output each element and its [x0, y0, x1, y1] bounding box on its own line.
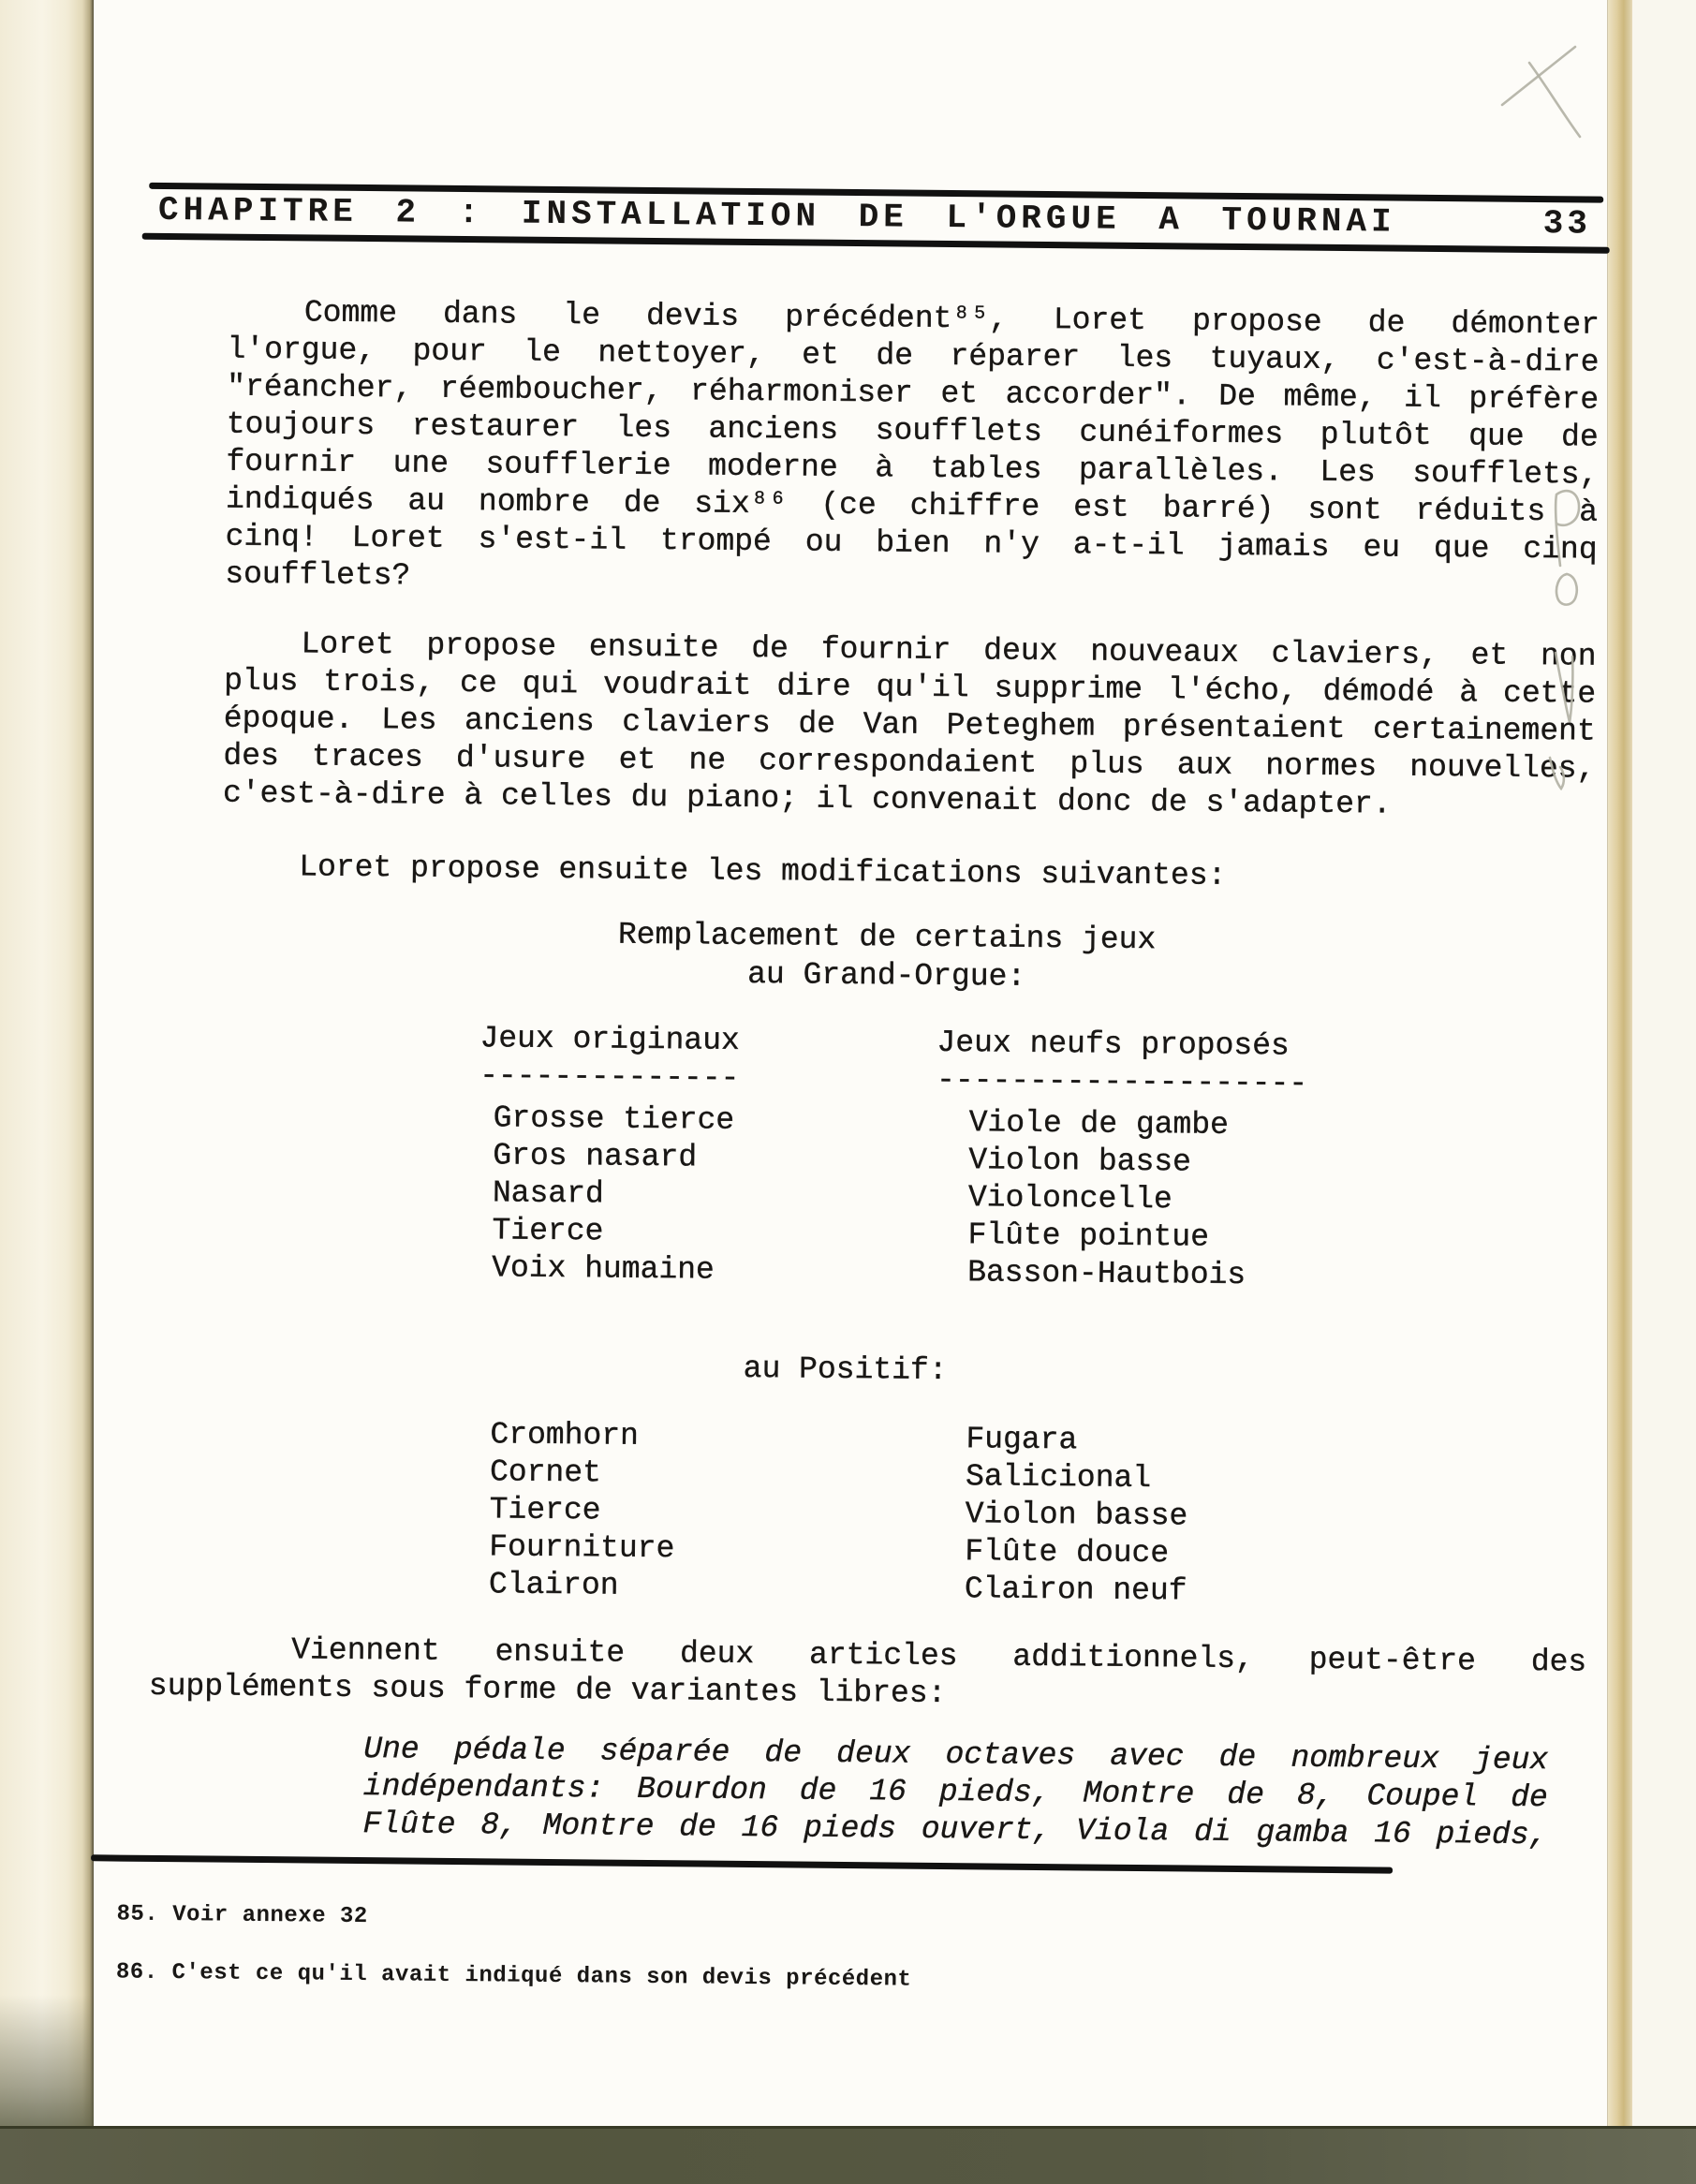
text-line: fournir une soufflerie moderne à tables parallèles. Les soufflets, — [226, 444, 1599, 493]
stop-original: Cromhorn — [490, 1417, 640, 1454]
stop-proposed: Fugara — [966, 1422, 1078, 1458]
text-line: soufflets? — [225, 556, 411, 594]
text-line: Une pédale séparée de deux octaves avec de nombreux jeux — [363, 1732, 1549, 1778]
stop-proposed: Basson-Hautbois — [966, 1255, 1246, 1293]
stop-original: Fourniture — [489, 1529, 675, 1567]
pencil-o-mark — [1556, 574, 1577, 605]
column-rule-proposed: -------------------- — [936, 1062, 1308, 1101]
chapter-heading: CHAPITRE 2 : INSTALLATION DE L'ORGUE A TOURNAI — [157, 190, 1396, 242]
stop-original: Grosse tierce — [493, 1100, 735, 1138]
text-line: c'est-à-dire à celles du piano; il convenait donc de s'adapter. — [222, 775, 1392, 822]
scan-bottom-bar — [0, 2126, 1696, 2184]
stop-original: Voix humaine — [492, 1250, 715, 1288]
stop-proposed: Viole de gambe — [968, 1105, 1230, 1143]
text-line: Comme dans le devis précédent⁸⁵, Loret propose de démonter — [303, 295, 1600, 343]
stop-proposed: Salicional — [965, 1459, 1152, 1497]
text-line: indépendants: Bourdon de 16 pieds, Montre de 8, Coupel de — [362, 1769, 1548, 1816]
stop-original: Gros nasard — [493, 1138, 698, 1175]
stop-original: Tierce — [489, 1492, 601, 1528]
text-line: cinq! Loret s'est-il trompé ou bien n'y a-t-il jamais eu que cinq — [225, 519, 1598, 568]
stop-proposed: Violoncelle — [967, 1180, 1172, 1217]
text-line: indiqués au nombre de six⁸⁶ (ce chiffre est barré) sont réduits à — [225, 481, 1599, 530]
text-line: Loret propose ensuite les modifications suivantes: — [299, 849, 1227, 893]
section-heading-line1: Remplacement de certains jeux — [617, 917, 1157, 958]
stop-original: Nasard — [492, 1175, 604, 1212]
column-header-originals: Jeux originaux — [479, 1021, 740, 1058]
pencil-x-mark — [1529, 63, 1580, 137]
stop-proposed: Violon basse — [968, 1143, 1192, 1180]
text-line: des traces d'usure et ne correspondaient plus aux normes nouvelles, — [223, 738, 1596, 787]
text-line: toujours restaurer les anciens soufflets cunéiformes plutôt que de — [226, 406, 1599, 455]
text-line: plus trois, ce qui voudrait dire qu'il supprime l'écho, démodé à cette — [224, 663, 1597, 712]
stop-original: Clairon — [488, 1567, 619, 1603]
section-heading-positif: au Positif: — [743, 1350, 948, 1389]
text-line: Viennent ensuite deux articles additionnels, peut-être des — [291, 1632, 1587, 1680]
text-line: suppléments sous forme de variantes libres: — [148, 1668, 947, 1712]
section-heading-line2: au Grand-Orgue: — [746, 956, 1026, 995]
pencil-p-mark — [1556, 491, 1579, 566]
stop-proposed: Clairon neuf — [964, 1572, 1187, 1609]
stop-proposed: Violon basse — [965, 1497, 1188, 1534]
stop-original: Cornet — [489, 1454, 602, 1491]
stop-proposed: Flûte pointue — [967, 1217, 1210, 1255]
stop-original: Tierce — [492, 1213, 604, 1249]
column-header-proposed: Jeux neufs proposés — [936, 1025, 1290, 1064]
column-rule-originals: -------------- — [479, 1058, 740, 1096]
footnote-85: 85. Voir annexe 32 — [116, 1901, 368, 1930]
text-line: l'orgue, pour le nettoyer, et de réparer les tuyaux, c'est-à-dire — [227, 332, 1600, 380]
pencil-b-mark — [1550, 758, 1564, 789]
footnote-86: 86. C'est ce qu'il avait indiqué dans son devis précédent — [115, 1959, 912, 1993]
text-line: "réancher, réemboucher, réharmoniser et accorder". De même, il préfère — [227, 369, 1600, 418]
text-line: époque. Les anciens claviers de Van Peteghem présentaient certainement — [223, 701, 1596, 749]
pencil-v-mark — [1556, 653, 1572, 722]
page-number: 33 — [1542, 204, 1592, 243]
text-line: Flûte 8, Montre de 16 pieds ouvert, Viola di gamba 16 pieds, — [362, 1807, 1548, 1853]
stop-proposed: Flûte douce — [965, 1534, 1170, 1572]
text-line: Loret propose ensuite de fournir deux nouveaux claviers, et non — [301, 627, 1597, 674]
